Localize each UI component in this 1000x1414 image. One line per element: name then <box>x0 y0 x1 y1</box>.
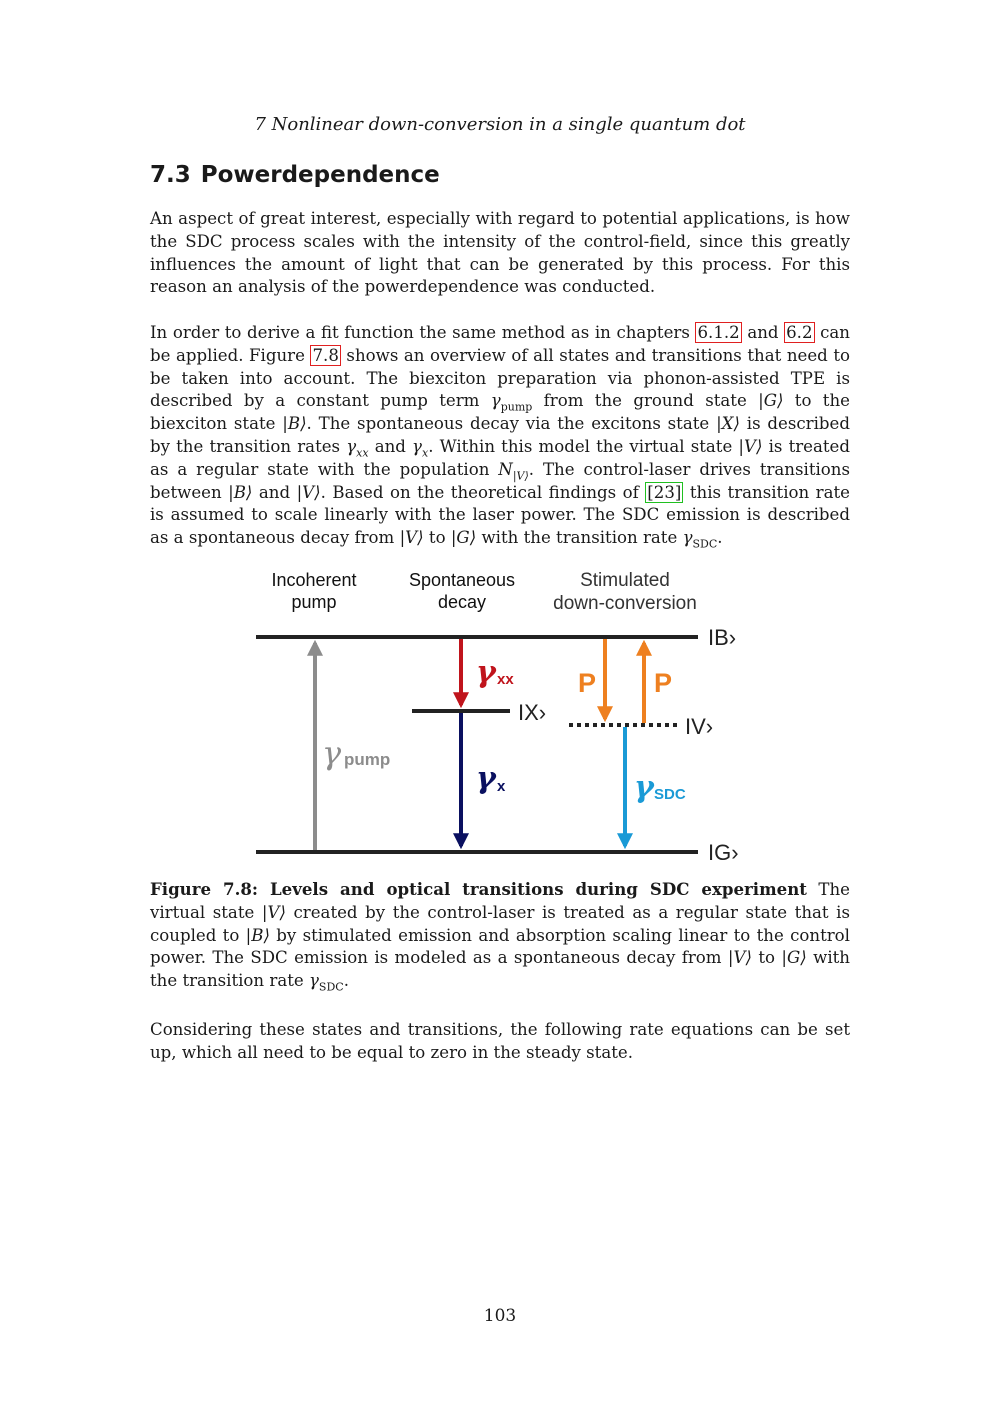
text-span: shows an overview of all states and transitions that need to be taken into account. The biexciton preparation via phonon-assisted TPE is described by a constant pump term <box>150 345 850 411</box>
math-state-b: |B⟩ <box>282 414 307 434</box>
math-state-b: |B⟩ <box>228 482 253 502</box>
text-span: . The spontaneous decay via the excitons state <box>306 414 717 434</box>
label-incoherent-line2: pump <box>291 592 337 612</box>
math-gamma-sdc <box>682 528 718 551</box>
label-spontaneous-line2: decay <box>437 592 487 612</box>
text-span: . Based on the theoretical findings of <box>320 482 646 502</box>
state-g-label: IG› <box>708 840 739 865</box>
p-label-right: P <box>654 668 673 698</box>
gamma-x-symbol: γ <box>476 761 496 796</box>
text-span: and <box>741 323 785 342</box>
gamma-x-subscript: x <box>497 778 506 795</box>
math-subscript: xx <box>356 446 369 460</box>
math-symbol: γ <box>346 436 357 456</box>
math-subscript: SDC <box>318 980 344 994</box>
math-state-v: |V⟩ <box>738 436 763 456</box>
math-state-v: |V⟩ <box>296 482 321 502</box>
math-state-g: |G⟩ <box>450 528 477 548</box>
math-state-v: |V⟩ <box>727 948 752 968</box>
math-gamma-sdc <box>308 971 344 994</box>
state-x-label: IX› <box>518 700 547 725</box>
p-label-left: P <box>578 668 597 698</box>
gamma-xx-symbol: γ <box>476 655 496 690</box>
page-number: 103 <box>483 1306 517 1326</box>
text-span: . <box>343 971 349 991</box>
math-subscript: SDC <box>692 537 718 551</box>
text-span: can be applied. Figure <box>150 323 850 365</box>
text-span: . Within this model the virtual state <box>428 436 739 456</box>
gamma-pump-subscript: pump <box>344 750 391 769</box>
math-state-g: |G⟩ <box>758 391 784 411</box>
figure-ref-link[interactable]: 7.8 <box>312 345 339 365</box>
math-gamma-pump <box>490 391 533 414</box>
text-span: is treated as a regular state with the population <box>150 436 850 479</box>
text-span: created by the control-laser is treated as a regular state that is coupled to <box>150 902 850 945</box>
text-span: . <box>717 528 723 548</box>
chapter-ref-link[interactable]: 6.2 <box>786 323 813 342</box>
math-state-x: |X⟩ <box>716 414 740 434</box>
figure-caption <box>150 878 850 993</box>
text-span: with the transition rate <box>476 528 683 548</box>
paragraph-model <box>150 322 850 550</box>
text-span: to <box>751 948 782 968</box>
paragraph-rate-equations: Considering these states and transitions, the following rate equations can be set up, which all need to be equal to zero in the steady state. <box>150 1020 850 1062</box>
label-stimulated-line2: down-conversion <box>553 593 697 614</box>
section-number: 7.3 <box>150 162 191 188</box>
text-span: to the biexciton state <box>150 391 850 434</box>
state-v-label: IV› <box>685 714 714 739</box>
state-b-label: IB› <box>708 625 737 650</box>
text-span: to <box>423 528 451 548</box>
math-state-b: |B⟩ <box>245 925 270 945</box>
math-state-g: |G⟩ <box>781 948 807 968</box>
math-population-v <box>498 459 529 483</box>
text-span: this transition rate is assumed to scale linearly with the laser power. The SDC emission is described as a spontaneous decay from <box>150 482 850 548</box>
text-span: by stimulated emission and absorption scaling linear to the control power. The SDC emission is modeled as a spontaneous decay from <box>150 925 850 968</box>
chapter-ref-link[interactable]: 6.1.2 <box>697 323 740 342</box>
text-span: with the transition rate <box>150 948 850 991</box>
section-heading <box>150 162 440 188</box>
text-span: and <box>368 436 413 456</box>
text-span: In order to derive a fit function the same method as in chapters <box>150 323 696 342</box>
math-symbol: γ <box>682 528 693 548</box>
math-symbol: γ <box>490 391 501 411</box>
text-span: The virtual state <box>150 880 850 922</box>
section-title: Powerdependence <box>200 162 440 188</box>
math-symbol: γ <box>308 971 319 991</box>
text-span: and <box>252 482 297 502</box>
text-span: is described by the transition rates <box>150 414 850 456</box>
math-subscript: |V⟩ <box>512 469 529 483</box>
math-symbol: γ <box>412 436 422 456</box>
math-symbol: N <box>498 459 513 479</box>
label-stimulated-line1: Stimulated <box>580 570 670 591</box>
energy-level-diagram <box>0 560 1000 872</box>
math-subscript: x <box>421 446 429 460</box>
math-subscript: pump <box>500 400 533 414</box>
running-header: 7 Nonlinear down-conversion in a single quantum dot <box>254 114 746 135</box>
gamma-sdc-subscript: SDC <box>654 786 686 803</box>
gamma-sdc-symbol: γ <box>634 770 654 805</box>
citation-link[interactable]: [23] <box>647 482 682 502</box>
math-gamma-xx <box>346 436 369 460</box>
math-gamma-x <box>412 436 429 460</box>
text-span: . The control-laser drives transitions between <box>150 459 850 502</box>
math-state-v: |V⟩ <box>261 902 286 922</box>
gamma-xx-subscript: xx <box>497 671 514 688</box>
caption-lead: Figure 7.8: Levels and optical transitions during SDC experiment <box>150 879 807 899</box>
paragraph-intro: An aspect of great interest, especially with regard to potential applications, is how the SDC process scales with the intensity of the control-field, since this greatly influences the amount of light that can be generated by this process. For this reason an analysis of the powerdependence was conducted. <box>150 209 850 297</box>
gamma-pump-symbol: γ <box>322 734 342 772</box>
math-state-v: |V⟩ <box>399 528 424 548</box>
text-span: from the ground state <box>532 391 759 411</box>
label-spontaneous-line1: Spontaneous <box>408 570 516 590</box>
label-incoherent-line1: Incoherent <box>271 570 357 590</box>
